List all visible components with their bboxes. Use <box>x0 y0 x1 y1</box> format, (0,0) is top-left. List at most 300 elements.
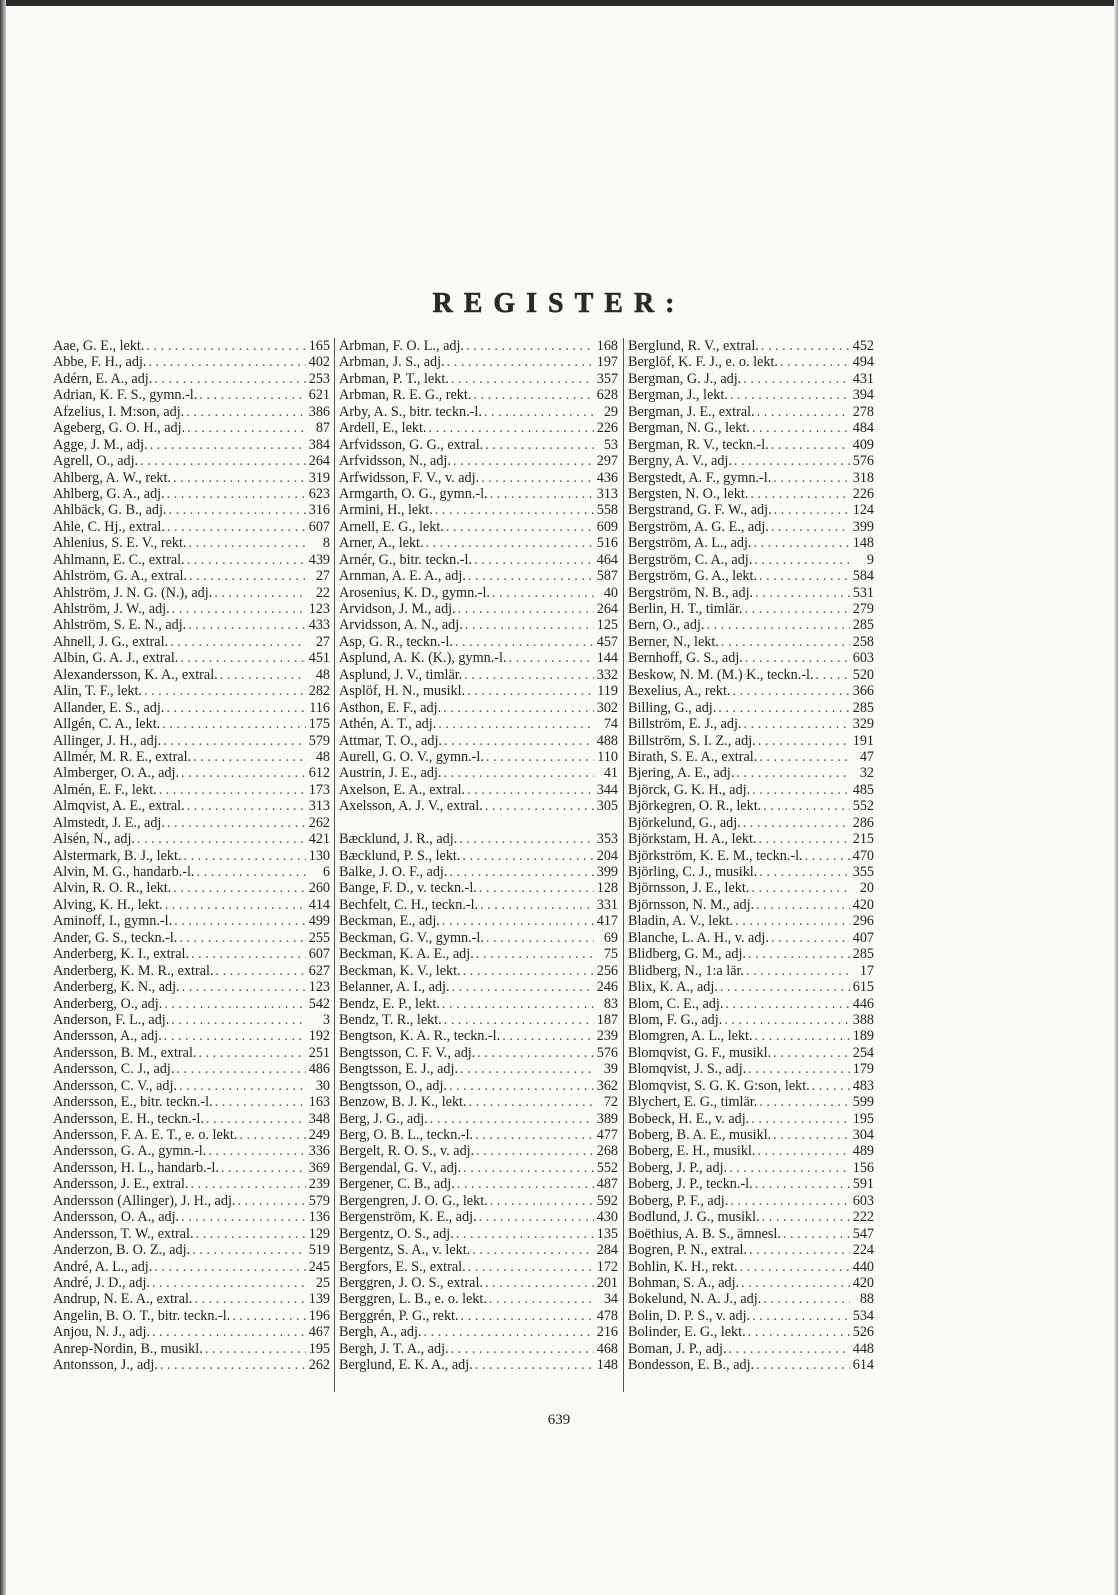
entry-page-number: 319 <box>308 469 330 486</box>
entry-page-number: 39 <box>603 1061 618 1078</box>
index-entry <box>628 979 874 995</box>
entry-name: Anderberg, O., adj. <box>53 995 163 1012</box>
entry-name: Arbman, R. E. G., rekt. <box>339 387 472 404</box>
entry-page-number: 430 <box>596 1209 618 1226</box>
entry-name: Bergh, A., adj. <box>339 1324 422 1341</box>
dot-leader <box>479 1209 594 1225</box>
entry-name: Anderzon, B. O. Z., adj. <box>53 1242 191 1259</box>
entry-page-number: 216 <box>596 1324 618 1341</box>
entry-name: Athén, A. T., adj. <box>339 716 437 733</box>
entry-name: Ahlström, G. A., extral. <box>53 568 187 585</box>
entry-name: Axelson, E. A., extral. <box>339 781 466 798</box>
dot-leader <box>154 371 306 387</box>
index-entry <box>628 371 874 387</box>
entry-name: Bohman, S. A., adj. <box>628 1274 740 1291</box>
entry-name: Björkstam, H. A., lekt. <box>628 831 757 848</box>
entry-name: Bengtsson, C. F. V., adj. <box>339 1044 476 1061</box>
dot-leader <box>451 371 594 387</box>
entry-name: Bergentz, O. S., adj. <box>339 1225 454 1242</box>
entry-page-number: 494 <box>852 354 874 371</box>
dot-leader <box>746 963 850 979</box>
entry-page-number: 304 <box>852 1127 874 1143</box>
entry-name: Bergener, C. B., adj. <box>339 1176 455 1193</box>
entry-name: Afzelius, I. M:son, adj. <box>53 403 185 420</box>
entry-name: Blom, F. G., adj. <box>628 1011 723 1028</box>
index-entry <box>339 963 618 979</box>
entry-name: Björnsson, J. E., lekt. <box>628 880 750 897</box>
index-entry <box>339 420 618 436</box>
entry-name: Arbman, F. O. L., adj. <box>339 338 464 354</box>
entry-page-number: 191 <box>852 732 874 749</box>
index-entry <box>339 470 618 486</box>
index-entry <box>53 667 330 683</box>
dot-leader <box>725 996 850 1012</box>
index-entry <box>628 338 874 354</box>
dot-leader <box>455 634 594 650</box>
dot-leader <box>759 749 850 765</box>
entry-name: Bange, F. D., v. teckn.-l. <box>339 880 477 897</box>
entry-page-number: 552 <box>596 1159 618 1176</box>
entry-name: Arvidson, J. M., adj. <box>339 601 456 617</box>
index-entry <box>628 1357 874 1373</box>
entry-page-number: 53 <box>603 436 618 453</box>
dot-leader <box>188 617 306 633</box>
entry-page-number: 255 <box>308 929 330 946</box>
dot-leader <box>756 1357 850 1373</box>
entry-name: Bergström, C. A., adj. <box>628 551 753 568</box>
dot-leader <box>743 371 850 387</box>
entry-name: Bergman, J. E., extral. <box>628 403 755 420</box>
entry-page-number: 74 <box>603 716 618 733</box>
dot-leader <box>749 1242 850 1258</box>
entry-name: Arby, A. S., bitr. teckn.-l. <box>339 403 482 420</box>
index-entry <box>339 486 618 502</box>
entry-page-number: 264 <box>596 601 618 617</box>
entry-name: Andersson, E. H., teckn.-l. <box>53 1110 204 1127</box>
dot-leader <box>159 782 306 798</box>
entry-name: Alsén, N., adj. <box>53 831 135 848</box>
index-entry <box>628 1209 874 1225</box>
index-entry <box>339 650 618 666</box>
dot-leader <box>490 486 594 502</box>
entry-name: Austrin, J. E., adj. <box>339 765 442 782</box>
entry-page-number: 531 <box>852 584 874 601</box>
entry-page-number: 284 <box>596 1242 618 1259</box>
entry-name: Boberg, P. F., adj. <box>628 1192 729 1209</box>
index-entry <box>53 470 330 486</box>
entry-page-number: 417 <box>596 913 618 930</box>
entry-page-number: 579 <box>308 732 330 749</box>
entry-name: Aminoff, I., gymn.-l. <box>53 913 173 930</box>
entry-name: Bergström, G. A., lekt. <box>628 568 757 585</box>
dot-leader <box>474 552 594 568</box>
index-entry <box>53 585 330 601</box>
entry-name: Andersson, H. L., handarb.-l. <box>53 1159 219 1176</box>
entry-name: Arbman, J. S., adj. <box>339 354 445 371</box>
entry-page-number: 420 <box>852 1274 874 1291</box>
index-entry <box>53 354 330 370</box>
scan-right-edge <box>1114 0 1118 1595</box>
entry-name: Arnér, G., bitr. teckn.-l. <box>339 551 472 568</box>
dot-leader <box>182 979 306 995</box>
entry-name: Blomqvist, S. G. K. G:son, lekt. <box>628 1077 810 1094</box>
dot-leader <box>438 716 594 732</box>
entry-page-number: 87 <box>315 420 330 437</box>
index-entry <box>628 568 874 584</box>
dot-leader <box>170 634 306 650</box>
index-entry <box>628 864 874 880</box>
entry-name: Berglöf, K. F. J., e. o. lekt. <box>628 354 778 371</box>
index-entry <box>53 1324 330 1340</box>
dot-leader <box>216 963 307 979</box>
entry-name: Bergendal, G. V., adj. <box>339 1159 462 1176</box>
entry-name: Benzow, B. J. K., lekt. <box>339 1094 467 1111</box>
index-entry <box>628 1045 874 1061</box>
entry-name: Bodlund, J. G., musikl. <box>628 1209 760 1226</box>
entry-name: Arner, A., lekt. <box>339 535 424 552</box>
dot-leader <box>164 996 306 1012</box>
entry-page-number: 612 <box>308 765 330 782</box>
entry-name: Beckman, K. V., lekt. <box>339 962 461 979</box>
entry-name: Björck, G. K. H., adj. <box>628 781 751 798</box>
index-entry <box>628 1291 874 1307</box>
index-entry <box>53 650 330 666</box>
entry-page-number: 409 <box>852 436 874 453</box>
entry-page-number: 29 <box>603 403 618 420</box>
entry-page-number: 8 <box>322 535 330 552</box>
entry-page-number: 399 <box>596 864 618 880</box>
index-entry <box>339 453 618 469</box>
index-entry <box>628 667 874 683</box>
dot-leader <box>748 1324 850 1340</box>
entry-name: Berg, O. B. L., teckn.-l. <box>339 1127 474 1143</box>
entry-page-number: 433 <box>308 617 330 634</box>
entry-name: Almberger, O. A., adj. <box>53 765 180 782</box>
index-entry <box>53 568 330 584</box>
dot-leader <box>740 1259 850 1275</box>
index-entry <box>339 880 618 896</box>
dot-leader <box>186 404 306 420</box>
entry-name: Blychert, E. G., timlär. <box>628 1094 758 1111</box>
entry-name: Andersson, B. M., extral. <box>53 1044 197 1061</box>
entry-page-number: 249 <box>308 1127 330 1143</box>
index-entry <box>628 1012 874 1028</box>
index-entry <box>628 1341 874 1357</box>
entry-page-number: 519 <box>308 1242 330 1259</box>
entry-name: Blidberg, G. M., adj. <box>628 946 746 963</box>
entry-page-number: 189 <box>852 1028 874 1045</box>
entry-page-number: 297 <box>596 453 618 470</box>
index-entry <box>53 502 330 518</box>
entry-name: Ardell, E., lekt. <box>339 420 427 437</box>
index-entry <box>339 1160 618 1176</box>
index-entry <box>53 683 330 699</box>
dot-leader <box>449 864 594 880</box>
index-entry <box>53 733 330 749</box>
entry-name: Aurell, G. O. V., gymn.-l. <box>339 748 484 765</box>
entry-page-number: 119 <box>597 683 618 700</box>
entry-name: Bergenström, K. E., adj. <box>339 1209 477 1226</box>
entry-page-number: 72 <box>603 1094 618 1111</box>
dot-leader <box>476 946 594 962</box>
dot-leader <box>759 568 850 584</box>
dot-leader <box>773 1045 850 1061</box>
entry-name: Ahlenius, S. E. V., rekt. <box>53 535 187 552</box>
index-entry <box>339 387 618 403</box>
entry-page-number: 40 <box>603 584 618 601</box>
index-entry <box>628 1176 874 1192</box>
entry-page-number: 305 <box>596 798 618 815</box>
dot-leader <box>783 1226 850 1242</box>
entry-name: Alvin, R. O. R., lekt. <box>53 880 172 897</box>
entry-page-number: 6 <box>322 864 330 880</box>
index-entry <box>339 1176 618 1192</box>
entry-name: Boëthius, A. B. S., ämnesl. <box>628 1225 781 1242</box>
index-entry <box>339 1127 618 1143</box>
entry-page-number: 448 <box>852 1340 874 1357</box>
entry-page-number: 125 <box>596 617 618 634</box>
dot-leader <box>755 1028 850 1044</box>
dot-leader <box>466 338 594 354</box>
dot-leader <box>476 1143 594 1159</box>
dot-leader <box>154 1259 306 1275</box>
dot-leader <box>468 568 594 584</box>
index-entry <box>53 1143 330 1159</box>
entry-name: Asplund, J. V., timlär. <box>339 666 463 683</box>
entry-name: Balke, J. O. F., adj. <box>339 864 448 880</box>
entry-name: Bergny, A. V., adj. <box>628 453 732 470</box>
entry-name: Andersson, A., adj. <box>53 1028 162 1045</box>
index-entry <box>339 1012 618 1028</box>
entry-page-number: 20 <box>859 880 874 897</box>
entry-name: Arfvidsson, G. G., extral. <box>339 436 484 453</box>
entry-page-number: 34 <box>603 1291 618 1308</box>
index-entry <box>339 1324 618 1340</box>
entry-page-number: 124 <box>852 502 874 519</box>
dot-leader <box>481 470 594 486</box>
entry-page-number: 313 <box>596 485 618 502</box>
dot-leader <box>162 716 306 732</box>
dot-leader <box>221 1160 306 1176</box>
dot-leader <box>194 1291 306 1307</box>
dot-leader <box>745 650 850 666</box>
entry-name: Björkström, K. E. M., teckn.-l. <box>628 847 803 864</box>
index-entry <box>339 765 618 781</box>
entry-page-number: 258 <box>852 633 874 650</box>
entry-name: Bogren, P. N., extral. <box>628 1242 747 1259</box>
entry-page-number: 204 <box>596 847 618 864</box>
entry-page-number: 344 <box>596 781 618 798</box>
dot-leader <box>752 1308 850 1324</box>
index-entry <box>53 1259 330 1275</box>
index-entry <box>339 1357 618 1373</box>
dot-leader <box>220 667 306 683</box>
dot-leader <box>444 733 594 749</box>
entry-name: Antonsson, J., adj. <box>53 1357 158 1374</box>
entry-page-number: 446 <box>852 995 874 1012</box>
entry-page-number: 599 <box>852 1094 874 1111</box>
entry-name: Ahlström, J. W., adj. <box>53 601 170 617</box>
entry-name: Asthon, E. F., adj. <box>339 699 442 716</box>
index-entry <box>53 453 330 469</box>
entry-name: Arbman, P. T., lekt. <box>339 370 449 387</box>
dot-leader <box>164 1028 306 1044</box>
entry-page-number: 48 <box>315 748 330 765</box>
dot-leader <box>750 486 850 502</box>
entry-name: Allinger, J. H., adj. <box>53 732 162 749</box>
entry-page-number: 353 <box>596 831 618 848</box>
dot-leader <box>160 1357 306 1373</box>
entry-page-number: 485 <box>852 781 874 798</box>
dot-leader <box>187 420 306 436</box>
index-entry <box>339 848 618 864</box>
dot-leader <box>193 749 306 765</box>
dot-leader <box>188 535 306 551</box>
dot-leader <box>187 552 306 568</box>
entry-name: Anderberg, K. M. R., extral. <box>53 962 214 979</box>
index-entry <box>339 716 618 732</box>
dot-leader <box>472 1242 594 1258</box>
entry-name: Bergelt, R. O. S., v. adj. <box>339 1143 475 1160</box>
index-entry <box>53 848 330 864</box>
dot-leader <box>755 1176 850 1192</box>
index-entry <box>53 1045 330 1061</box>
entry-name: Andrup, N. E. A., extral. <box>53 1291 193 1308</box>
index-entry <box>53 716 330 732</box>
index-entry <box>339 371 618 387</box>
dot-leader <box>771 519 850 535</box>
dot-leader <box>465 617 594 633</box>
dot-leader <box>187 798 306 814</box>
entry-name: Adérn, E. A., adj. <box>53 370 153 387</box>
entry-page-number: 148 <box>852 535 874 552</box>
index-entry <box>628 963 874 979</box>
entry-page-number: 196 <box>308 1307 330 1324</box>
index-entry <box>628 585 874 601</box>
index-entry <box>339 733 618 749</box>
entry-page-number: 168 <box>596 338 618 354</box>
index-entry <box>628 831 874 847</box>
index-entry <box>53 1078 330 1094</box>
entry-page-number: 451 <box>308 650 330 667</box>
dot-leader <box>451 1341 594 1357</box>
entry-name: Beckman, K. A. E., adj. <box>339 946 474 963</box>
entry-name: Andersson, G. A., gymn.-l. <box>53 1143 207 1160</box>
dot-leader <box>181 765 306 781</box>
index-entry <box>339 1143 618 1159</box>
entry-name: Alvin, M. G., handarb.-l. <box>53 864 195 880</box>
dot-leader <box>435 502 594 518</box>
entry-page-number: 172 <box>596 1258 618 1275</box>
index-entry <box>53 1094 330 1110</box>
dot-leader <box>758 831 850 847</box>
index-entry <box>53 1275 330 1291</box>
entry-page-number: 436 <box>596 469 618 486</box>
index-entry <box>628 1160 874 1176</box>
dot-leader <box>173 880 306 896</box>
dot-leader <box>730 387 850 403</box>
entry-name: Alving, K. H., lekt. <box>53 896 163 913</box>
entry-page-number: 197 <box>596 354 618 371</box>
entry-name: Bolin, D. P. S., v. adj. <box>628 1307 751 1324</box>
entry-page-number: 226 <box>596 420 618 437</box>
entry-page-number: 520 <box>852 666 874 683</box>
entry-page-number: 136 <box>308 1209 330 1226</box>
entry-name: Alexandersson, K. A., extral. <box>53 666 218 683</box>
index-entry <box>339 798 618 814</box>
entry-name: Bengtsson, O., adj. <box>339 1077 447 1094</box>
entry-page-number: 123 <box>308 601 330 617</box>
index-entry <box>53 831 330 847</box>
dot-leader <box>168 502 306 518</box>
entry-name: Berglund, E. K. A., adj. <box>339 1357 473 1374</box>
entry-page-number: 357 <box>596 370 618 387</box>
entry-name: Berggrén, P. G., rekt. <box>339 1307 459 1324</box>
entry-name: Bernhoff, G. S., adj. <box>628 650 743 667</box>
index-entry <box>628 470 874 486</box>
index-entry <box>628 1193 874 1209</box>
entry-name: Ander, G. S., teckn.-l. <box>53 929 178 946</box>
dot-leader <box>780 354 850 370</box>
index-entry <box>628 716 874 732</box>
entry-name: Almqvist, A. E., extral. <box>53 798 185 815</box>
index-entry <box>339 1226 618 1242</box>
dot-leader <box>724 1012 850 1028</box>
dot-leader <box>447 354 594 370</box>
entry-page-number: 254 <box>852 1044 874 1061</box>
index-entry <box>339 996 618 1012</box>
index-entry <box>628 749 874 765</box>
dot-leader <box>453 453 594 469</box>
index-entry <box>53 1291 330 1307</box>
index-entry <box>53 1357 330 1373</box>
index-entry <box>53 1242 330 1258</box>
entry-page-number: 332 <box>596 666 618 683</box>
index-entry <box>53 535 330 551</box>
entry-name: Arnell, E. G., lekt. <box>339 518 444 535</box>
entry-page-number: 222 <box>852 1209 874 1226</box>
index-entry <box>339 1193 618 1209</box>
dot-leader <box>729 1160 850 1176</box>
entry-page-number: 22 <box>315 584 330 601</box>
entry-page-number: 547 <box>852 1225 874 1242</box>
dot-leader <box>443 700 594 716</box>
entry-page-number: 128 <box>596 880 618 897</box>
entry-page-number: 278 <box>852 403 874 420</box>
dot-leader <box>137 831 306 847</box>
dot-leader <box>442 913 594 929</box>
index-entry <box>339 601 618 617</box>
dot-leader <box>761 338 850 354</box>
entry-name: Almstedt, J. E., adj. <box>53 814 165 831</box>
dot-leader <box>458 601 594 617</box>
entry-name: Ahlström, J. N. G. (N.), adj. <box>53 584 213 601</box>
entry-page-number: 329 <box>852 716 874 733</box>
index-entry <box>628 420 874 436</box>
dot-leader <box>751 880 850 896</box>
index-entry <box>628 765 874 781</box>
dot-leader <box>172 601 306 617</box>
entry-name: Bendz, T. R., lekt. <box>339 1011 442 1028</box>
dot-leader <box>146 338 306 354</box>
entry-name: Berggren, J. O. S., extral. <box>339 1274 483 1291</box>
dot-leader <box>463 963 594 979</box>
dot-leader <box>174 913 306 929</box>
entry-name: Bexelius, A., rekt. <box>628 683 731 700</box>
entry-name: Anderberg, K. N., adj. <box>53 979 180 996</box>
index-entry <box>53 700 330 716</box>
entry-page-number: 262 <box>308 814 330 831</box>
